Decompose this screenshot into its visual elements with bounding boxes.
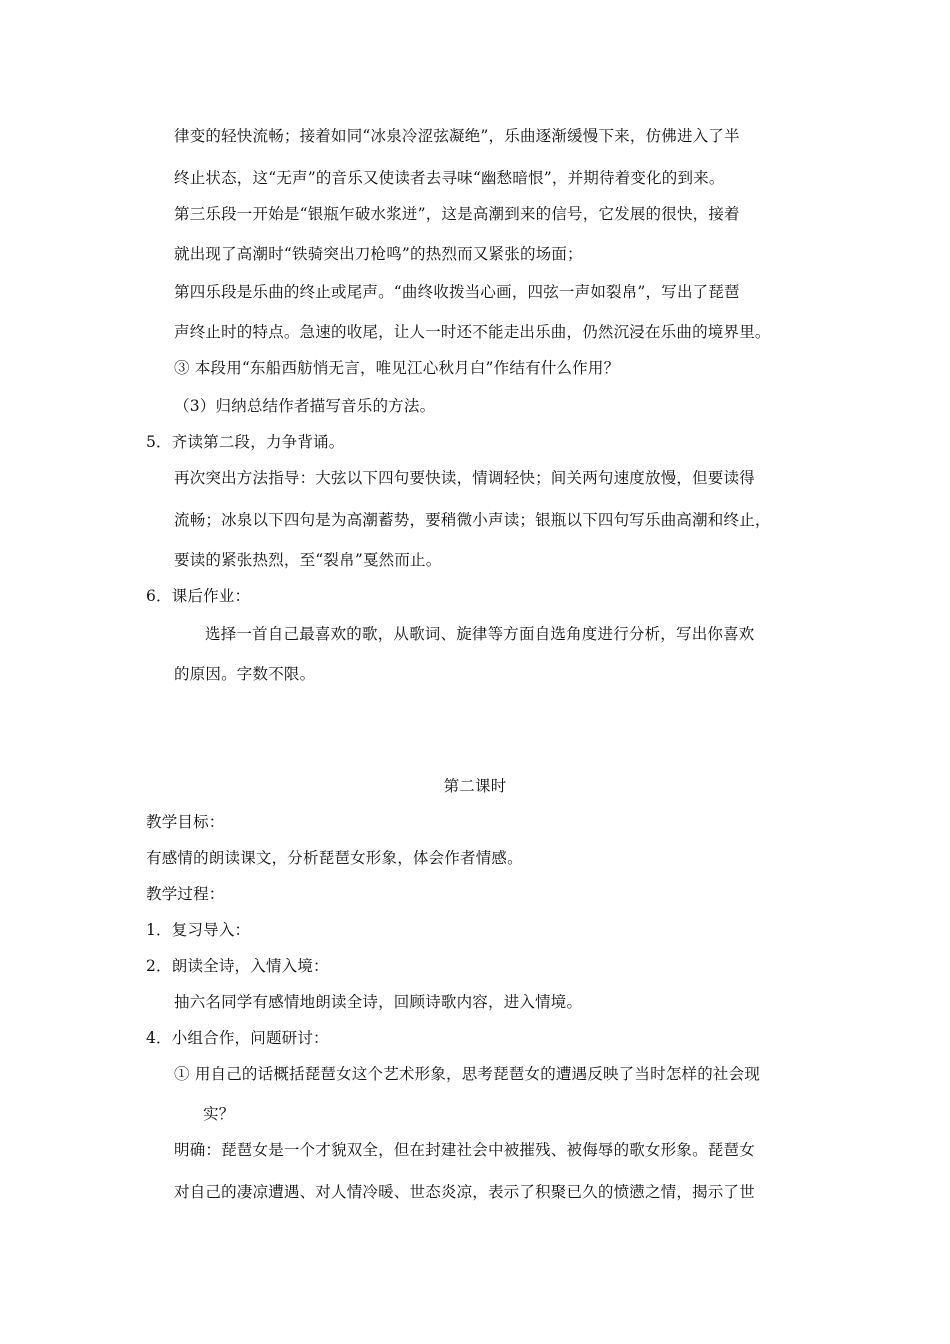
question-1-continued: 实？ (203, 1105, 235, 1123)
paragraph-line: 第四乐段是乐曲的终止或尾声。“曲终收拨当心画，四弦一声如裂帛”，写出了琵琶 (174, 283, 740, 301)
section-title: 第二课时 (443, 777, 507, 795)
summary-item: （3）归纳总结作者描写音乐的方法。 (174, 397, 436, 415)
paragraph-line: 再次突出方法指导：大弦以下四句要快读，情调轻快；间关两句速度放慢，但要读得 (174, 469, 755, 487)
question-1: ① 用自己的话概括琵琶女这个艺术形象，思考琵琶女的遭遇反映了当时怎样的社会现 (174, 1065, 761, 1083)
paragraph-line: 第三乐段一开始是“银瓶乍破水浆迸”，这是高潮到来的信号，它发展的很快，接着 (174, 205, 740, 223)
paragraph-line: 抽六名同学有感情地朗读全诗，回顾诗歌内容，进入情境。 (174, 993, 583, 1011)
question-3: ③ 本段用“东船西舫悄无言，唯见江心秋月白”作结有什么作用？ (174, 359, 620, 377)
paragraph-line: 要读的紧张热烈，至“裂帛”戛然而止。 (174, 551, 442, 569)
homework-text: 选择一首自己最喜欢的歌，从歌词、旋律等方面自选角度进行分析，写出你喜欢 (205, 625, 755, 643)
heading-objectives: 教学目标： (146, 813, 225, 831)
answer-text: 对自己的凄凉遭遇、对人情冷暖、世态炎凉，表示了积聚已久的愤懑之情，揭示了世 (174, 1183, 755, 1201)
paragraph-line: 声终止时的特点。急速的收尾，让人一时还不能走出乐曲，仍然沉浸在乐曲的境界里。 (174, 323, 771, 341)
homework-text: 的原因。字数不限。 (174, 665, 316, 683)
step-5: 5．齐读第二段，力争背诵。 (146, 433, 345, 451)
step-2: 2．朗读全诗，入情入境： (146, 957, 329, 975)
step-1: 1．复习导入： (146, 921, 251, 939)
paragraph-line: 流畅；冰泉以下四句是为高潮蓄势，要稍微小声读；银瓶以下四句写乐曲高潮和终止， (174, 511, 771, 529)
step-4: 4．小组合作，问题研讨： (146, 1029, 329, 1047)
objective-text: 有感情的朗读课文，分析琵琶女形象，体会作者情感。 (146, 849, 523, 867)
paragraph-line: 律变的轻快流畅；接着如同“冰泉冷涩弦凝绝”，乐曲逐渐缓慢下来，仿佛进入了半 (174, 127, 740, 145)
answer-text: 明确：琵琶女是一个才貌双全，但在封建社会中被摧残、被侮辱的歌女形象。琵琶女 (174, 1141, 755, 1159)
paragraph-line: 终止状态，这“无声”的音乐又使读者去寻味“幽愁暗恨”，并期待着变化的到来。 (174, 169, 725, 187)
paragraph-line: 就出现了高潮时“铁骑突出刀枪鸣”的热烈而又紧张的场面； (174, 245, 583, 263)
heading-process: 教学过程： (146, 885, 225, 903)
step-6: 6．课后作业： (146, 587, 251, 605)
